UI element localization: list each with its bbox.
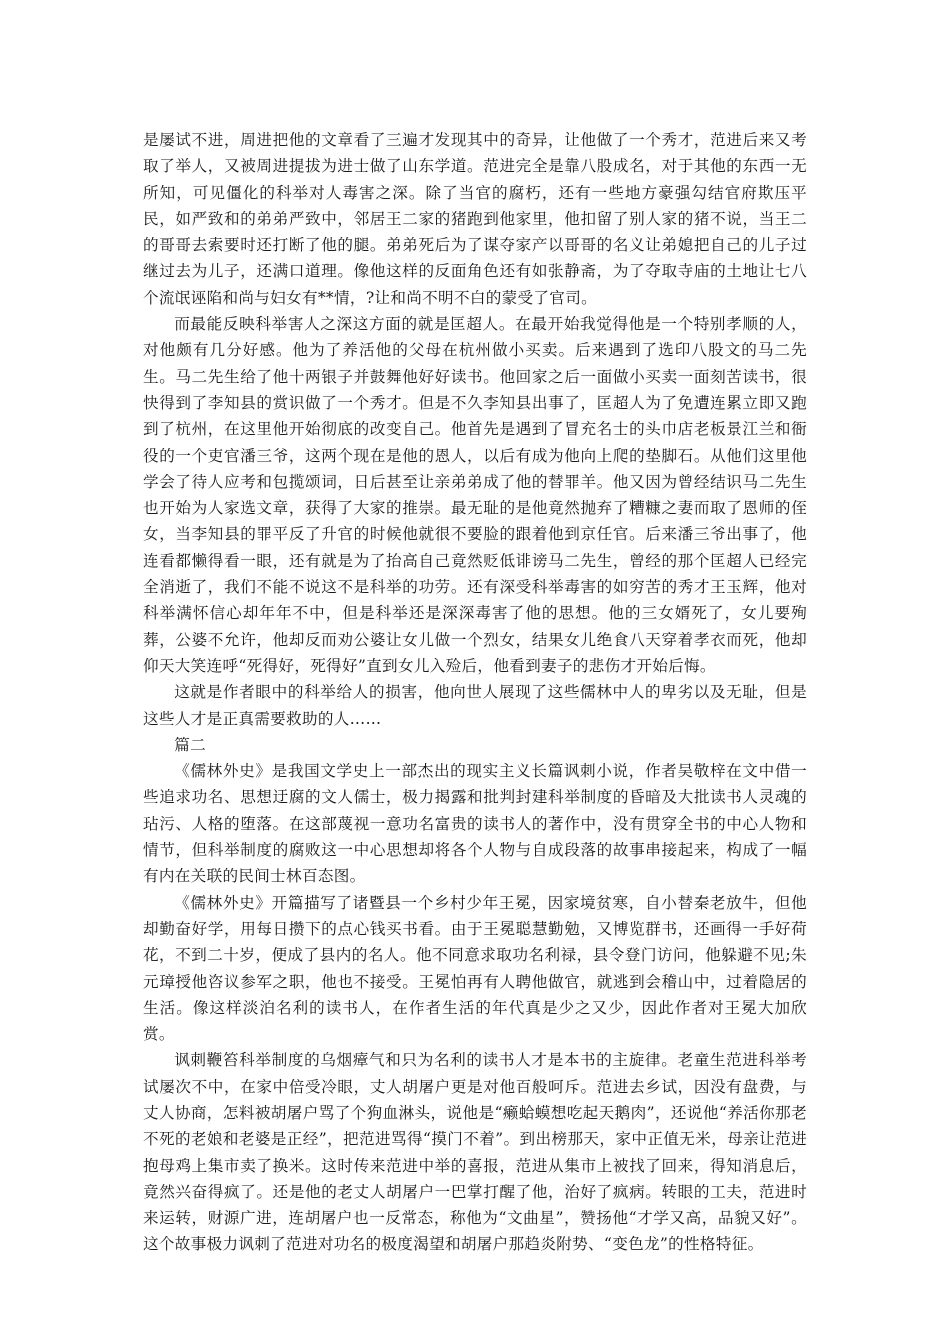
paragraph-kuang-chaoren: 而最能反映科举害人之深这方面的就是匡超人。在最开始我觉得他是一个特别孝顺的人，对他颇有几分好感。他为了养活他的父母在杭州做小买卖。后来遇到了选印八股文的马二先生。马二先生给了他十两银子并鼓舞他好好读书。他回家之后一面做小买卖一面刻苦读书，很快得到了李知县的赏识做了一个秀才。但是不久李知县出事了，匡超人为了免遭连累立即又跑到了杭州，在这里他开始彻底的改变自己。他首先是遇到了冒充名士的头巾店老板景江兰和衙役的一个吏官潘三爷，这两个现在是他的恩人，以后有成为他向上爬的垫脚石。从他们这里他学会了待人应考和包揽颂词，日后甚至让亲弟弟成了他的替罪羊。他又因为曾经结识马二先生也开始为人家选文章，获得了大家的推崇。最无耻的是他竟然抛弃了糟糠之妻而取了恩师的侄女，当李知县的罪平反了升官的时候他就很不要脸的跟着他到京任官。后来潘三爷出事了，他连看都懒得看一眼，还有就是为了抬高自己竟然贬低诽谤马二先生，曾经的那个匡超人已经完全消逝了，我们不能不说这不是科举的功劳。还有深受科举毒害的如穷苦的秀才王玉辉，他对科举满怀信心却年年不中，但是科举还是深深毒害了他的思想。他的三女婿死了，女儿要殉葬，公婆不允许，他却反而劝公婆让女儿做一个烈女，结果女儿绝食八天穿着孝衣而死，他却仰天大笑连呼“死得好，死得好”直到女儿入殓后，他看到妻子的悲伤才开始后悔。 (143, 315, 807, 675)
paragraph-wang-mian: 《儒林外史》开篇描写了诸暨县一个乡村少年王冕，因家境贫寒，自小替秦老放牛，但他却勤奋好学，用每日攒下的点心钱买书看。由于王冕聪慧勤勉，又博览群书，还画得一手好荷花，不到二十岁，便成了县内的名人。他不同意求取功名利禄，县令登门访问，他躲避不见;朱元璋授他咨议参军之职，他也不接受。王冕怕再有人聘他做官，就逃到会稽山中，过着隐居的生活。像这样淡泊名利的读书人，在作者生活的年代真是少之又少，因此作者对王冕大加欣赏。 (143, 893, 807, 1044)
paragraph-introduction: 《儒林外史》是我国文学史上一部杰出的现实主义长篇讽刺小说，作者吴敬梓在文中借一些追求功名、思想迂腐的文人儒士，极力揭露和批判封建科举制度的昏暗及大批读书人灵魂的玷污、人格的堕落。在这部蔑视一意功名富贵的读书人的著作中，没有贯穿全书的中心人物和情节，但科举制度的腐败这一中心思想却将各个人物与自成段落的故事串接起来，构成了一幅有内在关联的民间士林百态图。 (143, 762, 807, 886)
document-body (143, 127, 807, 1258)
paragraph-continued: 是屡试不进，周进把他的文章看了三遍才发现其中的奇异，让他做了一个秀才，范进后来又考取了举人，又被周进提拔为进士做了山东学道。范进完全是靠八股成名，对于其他的东西一无所知，可见僵化的科举对人毒害之深。除了当官的腐朽，还有一些地方豪强勾结官府欺压平民，如严致和的弟弟严致中，邻居王二家的猪跑到他家里，他扣留了别人家的猪不说，当王二的哥哥去索要时还打断了他的腿。弟弟死后为了谋夺家产以哥哥的名义让弟媳把自己的儿子过继过去为儿子，还满口道理。像他这样的反面角色还有如张静斋，为了夺取寺庙的土地让七八个流氓诬陷和尚与妇女有**情，?让和尚不明不白的蒙受了官司。 (143, 131, 807, 307)
paragraph-fan-jin: 讽刺鞭笞科举制度的乌烟瘴气和只为名利的读书人才是本书的主旋律。老童生范进科举考试屡次不中，在家中倍受冷眼，丈人胡屠户更是对他百般呵斥。范进去乡试，因没有盘费，与丈人协商，怎料被胡屠户骂了个狗血淋头，说他是“癞蛤蟆想吃起天鹅肉”，还说他“养活你那老不死的老娘和老婆是正经”，把范进骂得“摸门不着”。到出榜那天，家中正值无米，母亲让范进抱母鸡上集市卖了换米。这时传来范进中举的喜报，范进从集市上被找了回来，得知消息后，竟然兴奋得疯了。还是他的老丈人胡屠户一巴掌打醒了他，治好了疯病。转眼的工夫，范进时来运转，财源广进，连胡屠户也一反常态，称他为“文曲星”，赞扬他“才学又高，品貌又好”。这个故事极力讽刺了范进对功名的极度渴望和胡屠户那趋炎附势、“变色龙”的性格特征。 (143, 1051, 807, 1254)
paragraph-conclusion: 这就是作者眼中的科举给人的损害，他向世人展现了这些儒林中人的卑劣以及无耻，但是这些人才是正真需要救助的人…… (143, 683, 807, 728)
section-heading-part-two: 篇二 (174, 735, 206, 754)
